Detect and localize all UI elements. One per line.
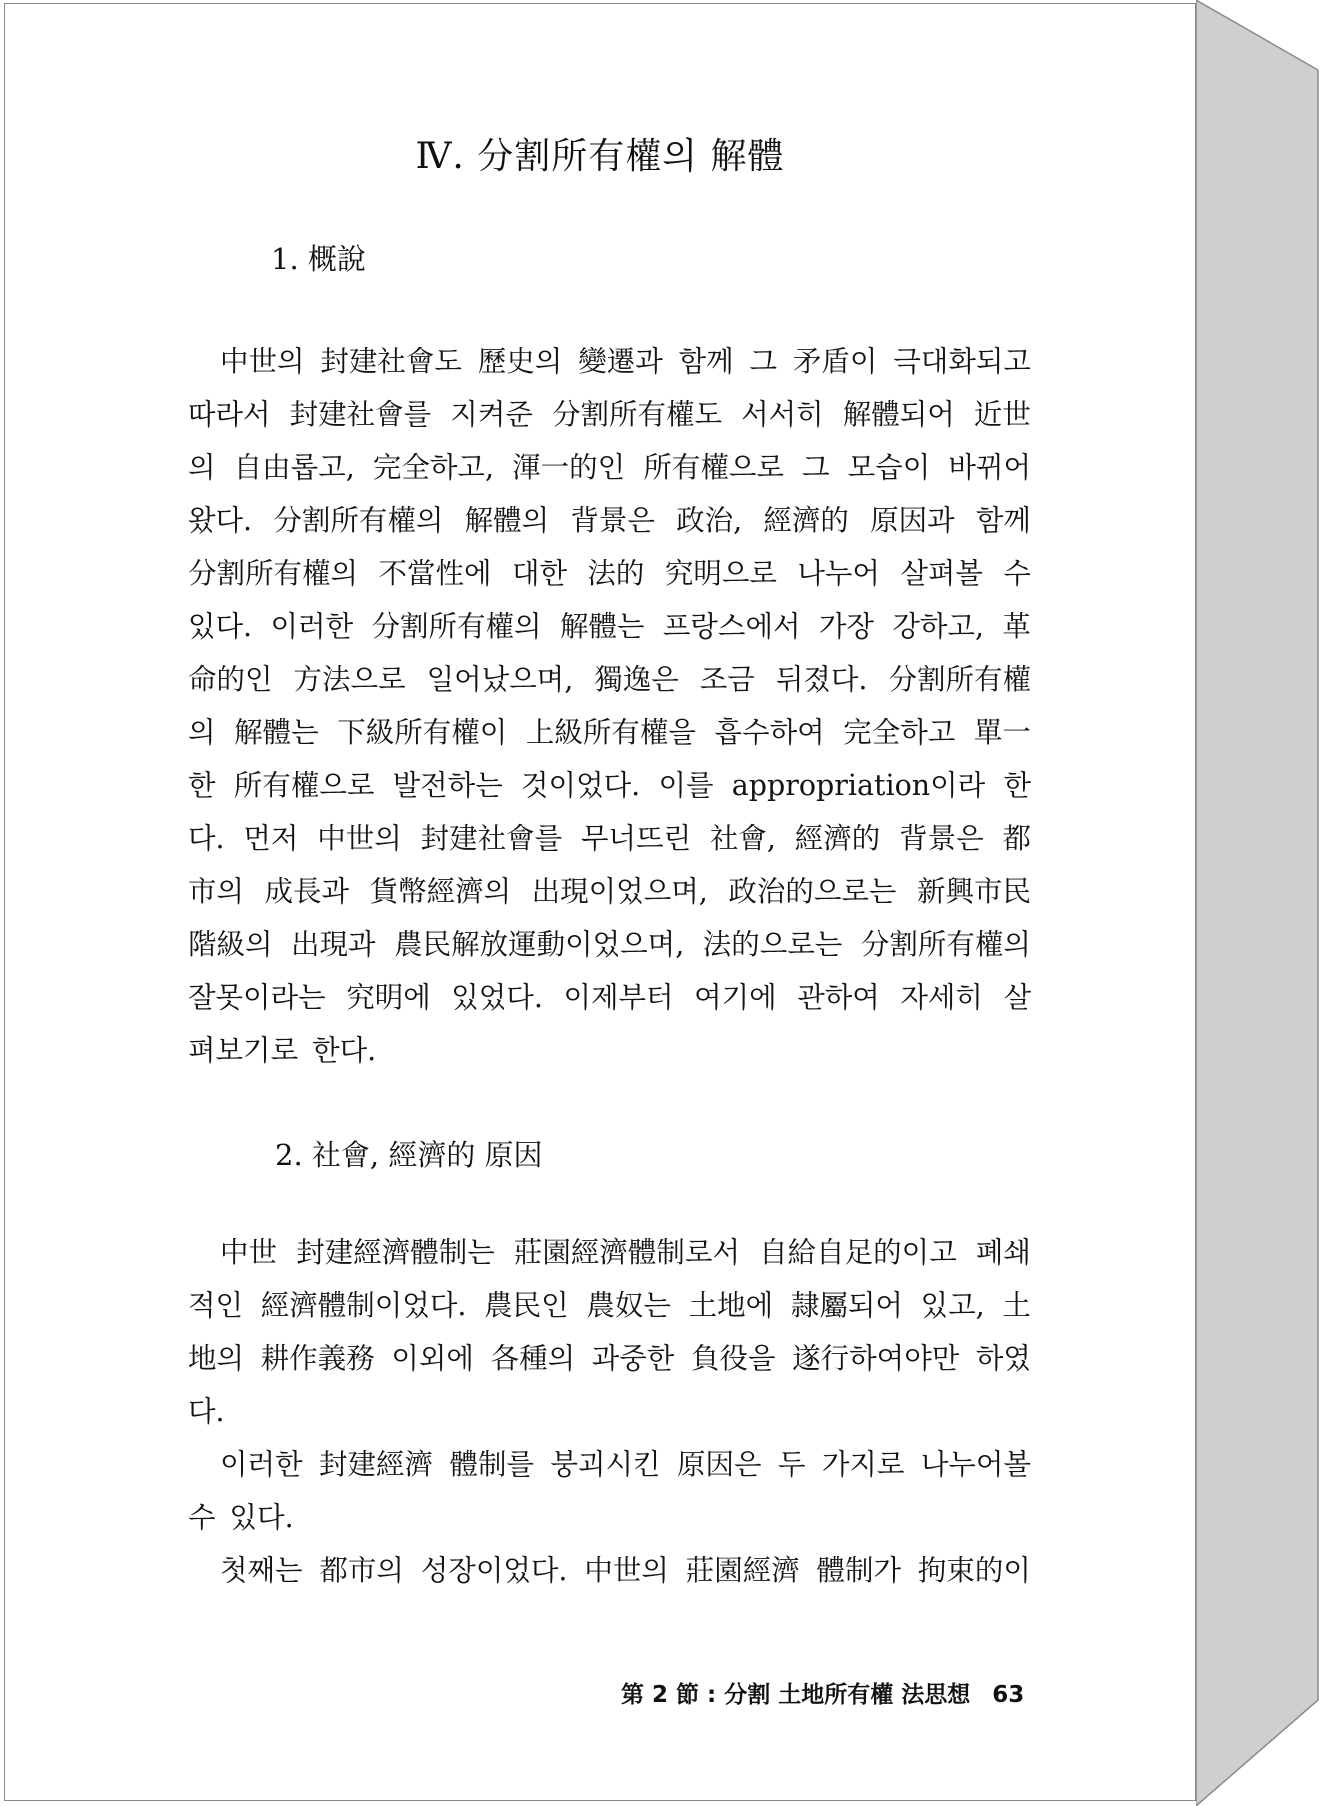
text-line: 階級의 出現과 農民解放運動이었으며, 法的으로는 分割所有權의 bbox=[188, 928, 1031, 961]
running-footer-title: 第 2 節 : 分割 土地所有權 法思想 bbox=[621, 1682, 971, 1708]
text-line: 地의 耕作義務 이외에 各種의 과중한 負役을 遂行하여야만 하였 bbox=[188, 1342, 1031, 1375]
text-line: 中世 封建經濟體制는 莊園經濟體制로서 自給自足的이고 폐쇄 bbox=[220, 1236, 1031, 1269]
text-line: 잘못이라는 究明에 있었다. 이제부터 여기에 관하여 자세히 살 bbox=[188, 981, 1031, 1014]
text-line: 命的인 方法으로 일어났으며, 獨逸은 조금 뒤졌다. 分割所有權 bbox=[188, 663, 1031, 696]
book-side-edge bbox=[1196, 0, 1322, 1806]
text-line: 中世의 封建社會도 歷史의 變遷과 함께 그 矛盾이 극대화되고 bbox=[220, 345, 1031, 378]
text-line: 市의 成長과 貨幣經濟의 出現이었으며, 政治的으로는 新興市民 bbox=[188, 875, 1031, 908]
text-line: 의 解體는 下級所有權이 上級所有權을 흡수하여 完全하고 單一 bbox=[188, 716, 1031, 749]
text-line: 이러한 封建經濟 體制를 붕괴시킨 原因은 두 가지로 나누어볼 bbox=[220, 1448, 1031, 1481]
document-page bbox=[4, 3, 1196, 1801]
page-number: 63 bbox=[992, 1682, 1025, 1708]
chapter-title: Ⅳ. 分割所有權의 解體 bbox=[415, 136, 785, 177]
overview-paragraph bbox=[188, 335, 1031, 1077]
social-economic-paragraph bbox=[188, 1226, 1031, 1597]
text-line: 따라서 封建社會를 지켜준 分割所有權도 서서히 解體되어 近世 bbox=[188, 398, 1031, 431]
section-heading-overview: 1. 概說 bbox=[271, 242, 366, 276]
text-line: 의 自由롭고, 完全하고, 渾一的인 所有權으로 그 모습이 바뀌어 bbox=[188, 451, 1031, 484]
text-line: 있다. 이러한 分割所有權의 解體는 프랑스에서 가장 강하고, 革 bbox=[188, 610, 1031, 643]
text-line: 分割所有權의 不當性에 대한 法的 究明으로 나누어 살펴볼 수 bbox=[188, 557, 1031, 590]
text-line: 다. bbox=[188, 1395, 225, 1428]
page-footer bbox=[621, 1676, 1024, 1709]
text-line: 첫째는 都市의 성장이었다. 中世의 莊園經濟 體制가 拘束的이 bbox=[220, 1554, 1031, 1587]
text-line: 수 있다. bbox=[188, 1501, 294, 1534]
text-line: 왔다. 分割所有權의 解體의 背景은 政治, 經濟的 原因과 함께 bbox=[188, 504, 1031, 537]
text-line: 적인 經濟體制이었다. 農民인 農奴는 土地에 隷屬되어 있고, 土 bbox=[188, 1289, 1031, 1322]
text-line: 한 所有權으로 발전하는 것이었다. 이를 appropriation이라 한 bbox=[188, 769, 1031, 802]
section-heading-social-economic: 2. 社會, 經濟的 原因 bbox=[275, 1138, 543, 1172]
text-line: 다. 먼저 中世의 封建社會를 무너뜨린 社會, 經濟的 背景은 都 bbox=[188, 822, 1031, 855]
text-line: 펴보기로 한다. bbox=[188, 1034, 377, 1067]
